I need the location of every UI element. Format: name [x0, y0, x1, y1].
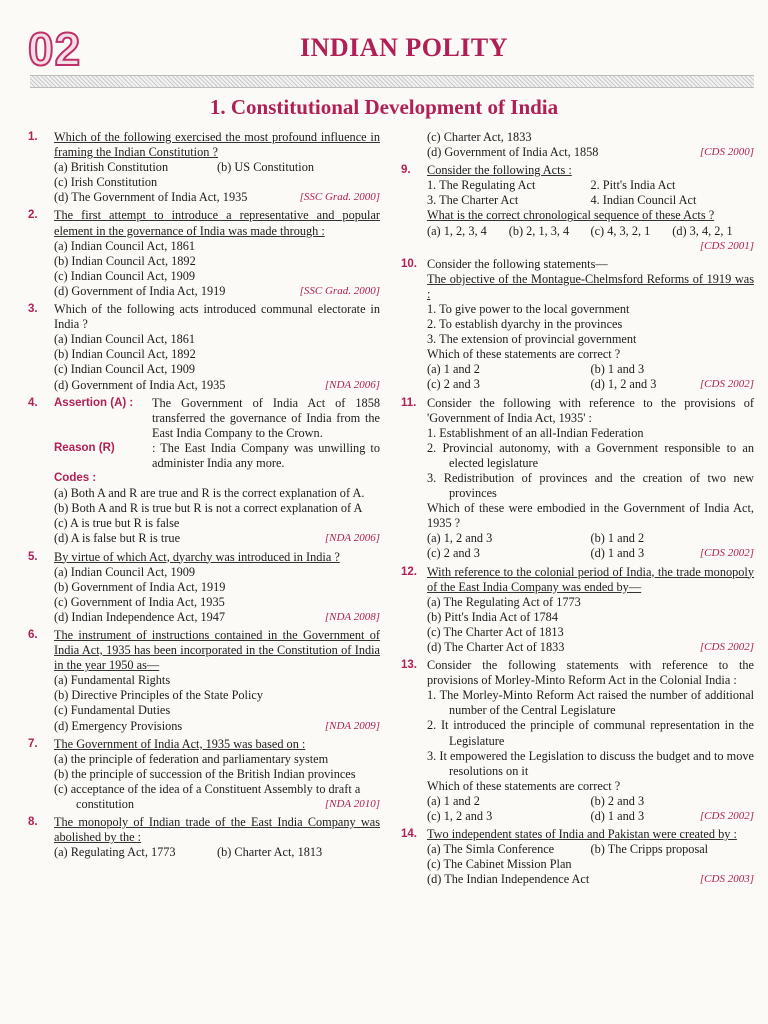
option: (c) Indian Council Act, 1909 [54, 268, 196, 283]
question-number: 14. [401, 828, 417, 841]
option: (a) 1, 2, 3, 4 [427, 223, 487, 238]
option: (b) 1 and 3 [590, 362, 645, 377]
chapter-title: INDIAN POLITY [300, 33, 509, 62]
question-number: 12. [401, 565, 417, 578]
option: (c) acceptance of the idea of a Constituent Assembly to draft a constitution [54, 781, 361, 812]
question-number: 2. [28, 209, 38, 222]
exam-tag: [NDA 2006] [324, 532, 380, 545]
option: (a) Indian Council Act, 1861 [54, 332, 196, 347]
option: (c) The Charter Act of 1813 [427, 624, 564, 639]
exam-tag: [NDA 2009] [324, 719, 380, 732]
question-13 [401, 658, 754, 824]
question-number: 11. [401, 396, 417, 409]
question-5 [28, 550, 380, 625]
exam-tag: [CDS 2002] [699, 810, 754, 823]
option: (b) Indian Council Act, 1892 [54, 253, 196, 268]
option: (b) Charter Act, 1813 [217, 845, 323, 860]
assertion-label: Assertion (A) : [54, 396, 134, 409]
question-number: 3. [28, 303, 38, 316]
option: (d) The Charter Act of 1833 [427, 640, 565, 654]
exam-tag: [CDS 2002] [699, 378, 754, 391]
exam-tag: [CDS 2003] [699, 873, 754, 886]
section-title: 1. Constitutional Development of India [209, 95, 559, 119]
question-number: 7. [28, 737, 38, 750]
list-item: 2. Provincial autonomy, with a Government responsible to an elected legislature [427, 440, 754, 470]
question-11 [401, 396, 754, 562]
option: (a) Fundamental Rights [54, 673, 171, 688]
option: (a) 1 and 2 [427, 793, 480, 808]
question-text: Consider the following Acts : [427, 163, 572, 178]
question-text: Two independent states of India and Pakistan were created by : [427, 827, 737, 842]
left-column [28, 130, 380, 863]
question-number: 10. [401, 257, 417, 270]
option: (a) Indian Council Act, 1909 [54, 564, 196, 579]
right-column [401, 130, 754, 891]
question-text: Consider the following statements— [427, 256, 608, 271]
question-14 [401, 827, 754, 887]
exam-tag: [NDA 2010] [324, 798, 380, 811]
question-subtext: Which of these statements are correct ? [427, 347, 621, 362]
option: (b) US Constitution [217, 160, 315, 175]
option: (d) The Indian Independence Act [427, 872, 590, 887]
question-10 [401, 257, 754, 393]
option: (d) A is false but R is true [54, 531, 181, 546]
option: (c) 4, 3, 2, 1 [590, 223, 651, 238]
question-number: 5. [28, 550, 38, 563]
option: (c) Irish Constitution [54, 175, 158, 190]
exam-tag: [CDS 2002] [699, 641, 754, 653]
question-number: 9. [401, 164, 411, 177]
list-item: 3. The Charter Act [427, 193, 519, 208]
option: (b) The Cripps proposal [590, 842, 709, 857]
question-number: 13. [401, 659, 417, 672]
question-text: By virtue of which Act, dyarchy was introduced in India ? [54, 549, 340, 564]
question-subtext: Which of these were embodied in the Government of India Act, 1935 ? [427, 501, 754, 531]
list-item: 2. To establish dyarchy in the provinces [427, 317, 623, 332]
question-number: 8. [28, 816, 38, 829]
list-item: 2. It introduced the principle of communal representation in the Legislature [427, 718, 754, 748]
option: (d) 1 and 3 [590, 546, 645, 561]
exam-tag: [CDS 2002] [699, 547, 754, 560]
question-8 [28, 815, 380, 860]
list-item: 1. Establishment of an all-Indian Federation [427, 425, 644, 440]
question-text: Consider the following with reference to the provisions of 'Government of India Act, 1935' : [427, 395, 754, 425]
option: (b) 1 and 2 [590, 531, 645, 546]
option: (b) Indian Council Act, 1892 [54, 347, 196, 362]
option: (c) 2 and 3 [427, 546, 480, 561]
option: (a) Regulating Act, 1773 [54, 845, 176, 860]
option: (d) Emergency Provisions [54, 718, 183, 733]
question-number: 6. [28, 629, 38, 641]
question-8-continued [401, 130, 754, 160]
option: (d) 3, 4, 2, 1 [672, 223, 733, 238]
question-number: 4. [28, 396, 38, 409]
option: (b) 2, 1, 3, 4 [508, 223, 570, 238]
question-text: The monopoly of Indian trade of the East India Company was abolished by the : [54, 815, 380, 845]
question-text: With reference to the colonial period of India, the trade monopoly of the East India Company was ended by— [427, 564, 754, 594]
option: (a) the principle of federation and parliamentary system [54, 751, 329, 766]
option: (c) Government of India Act, 1935 [54, 594, 225, 609]
reason-label: Reason (R) [54, 441, 115, 454]
question-text: The Government of India Act, 1935 was based on : [54, 736, 306, 751]
option: (d) The Government of India Act, 1935 [54, 190, 248, 205]
list-item: 3. Redistribution of provinces and the creation of two new provinces [427, 470, 754, 501]
option: (c) The Cabinet Mission Plan [427, 857, 572, 872]
exam-tag: [CDS 2001] [699, 239, 754, 252]
exam-tag: [NDA 2006] [324, 378, 380, 391]
question-text: The first attempt to introduce a representative and popular element in the governance of India was made through : [54, 208, 380, 238]
question-1 [28, 130, 380, 205]
option: (b) Pitt's India Act of 1784 [427, 609, 558, 624]
option: (a) British Constitution [54, 160, 169, 175]
option: (d) Indian Independence Act, 1947 [54, 609, 226, 624]
list-item: 2. Pitt's India Act [590, 178, 676, 193]
question-6 [28, 628, 380, 734]
option: (c) 1, 2 and 3 [427, 809, 493, 824]
list-item: 3. The extension of provincial government [427, 332, 637, 347]
exam-tag: [NDA 2008] [324, 610, 380, 623]
question-7 [28, 737, 380, 812]
option: (b) 2 and 3 [590, 793, 645, 808]
option: (c) A is true but R is false [54, 516, 180, 531]
list-item: 4. Indian Council Act [590, 193, 697, 208]
option: (a) 1 and 2 [427, 362, 480, 377]
option: (d) 1, 2 and 3 [590, 377, 657, 392]
question-3 [28, 302, 380, 393]
question-9 [401, 163, 754, 253]
question-text: Consider the following statements with reference to the provisions of Morley-Minto Reform Act in the Colonial India : [427, 658, 754, 688]
question-text: The instrument of instructions contained in the Government of India Act, 1935 has been incorporated in the Constitution of India in the year 1950 as— [54, 628, 380, 673]
decorative-band [30, 75, 754, 88]
option: (c) Charter Act, 1833 [427, 130, 532, 144]
exam-tag: [SSC Grad. 2000] [299, 284, 380, 297]
exam-tag: [SSC Grad. 2000] [299, 191, 380, 204]
option: (b) Both A and R is true but R is not a correct explanation of A [54, 501, 363, 516]
option: (a) Indian Council Act, 1861 [54, 238, 196, 253]
list-item: 3. It empowered the Legislation to discuss the budget and to move resolutions on it [427, 748, 754, 778]
option: (b) Directive Principles of the State Policy [54, 688, 263, 703]
question-text: Which of the following acts introduced communal electorate in India ? [54, 302, 380, 332]
assertion-text: The Government of India Act of 1858 transferred the governance of India from the East India Company to the Crown. [152, 395, 380, 440]
option: (a) The Regulating Act of 1773 [427, 594, 581, 609]
option: (b) the principle of succession of the British Indian provinces [54, 766, 356, 781]
option: (c) Fundamental Duties [54, 703, 171, 718]
option: (a) 1, 2 and 3 [427, 531, 493, 546]
question-2 [28, 208, 380, 299]
option: (d) Government of India Act, 1935 [54, 377, 226, 392]
reason-text: : The East India Company was unwilling to administer India any more. [152, 440, 380, 470]
option: (b) Government of India Act, 1919 [54, 579, 226, 594]
option: (d) 1 and 3 [590, 809, 645, 824]
list-item: 1. The Morley-Minto Reform Act raised the number of additional number of the Central Legislature [427, 688, 754, 718]
question-subtext: What is the correct chronological sequence of these Acts ? [427, 208, 715, 223]
option: (d) Government of India Act, 1858 [427, 145, 599, 160]
option: (d) Government of India Act, 1919 [54, 283, 226, 298]
question-subtext: The objective of the Montague-Chelmsford Reforms of 1919 was : [427, 271, 754, 301]
option: (a) The Simla Conference [427, 842, 555, 857]
question-number: 1. [28, 131, 38, 143]
question-4 [28, 396, 380, 547]
question-subtext: Which of these statements are correct ? [427, 778, 621, 793]
codes-label: Codes : [54, 472, 97, 485]
question-12 [401, 565, 754, 656]
chapter-number: 02 [28, 23, 82, 75]
list-item: 1. The Regulating Act [427, 178, 536, 193]
option: (c) Indian Council Act, 1909 [54, 362, 196, 377]
question-text: Which of the following exercised the most profound influence in framing the Indian Constitution ? [54, 130, 380, 160]
list-item: 1. To give power to the local government [427, 301, 630, 316]
option: (c) 2 and 3 [427, 377, 480, 392]
option: (a) Both A and R are true and R is the correct explanation of A. [54, 486, 365, 501]
exam-tag: [CDS 2000] [699, 146, 754, 159]
